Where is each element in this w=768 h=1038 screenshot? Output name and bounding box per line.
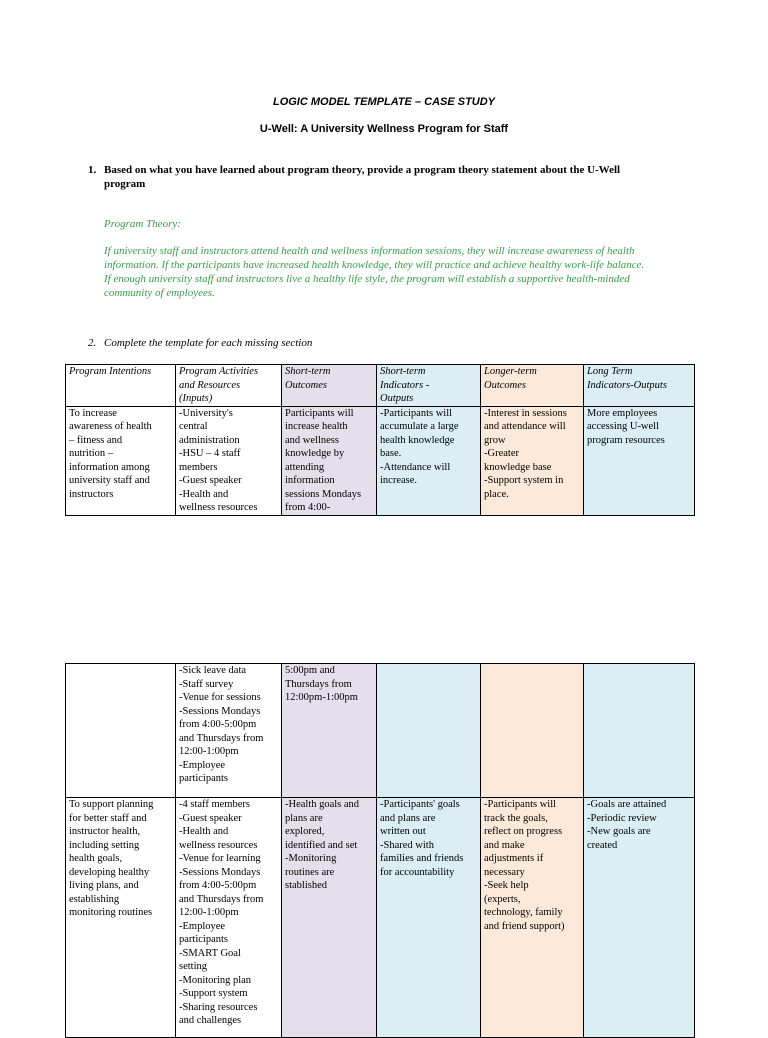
table-header-row	[66, 365, 695, 407]
cell-line: -Sessions Mondays	[179, 866, 261, 878]
cell-line: necessary	[484, 866, 525, 878]
cell-line: More employees	[587, 407, 658, 419]
table-cell	[66, 406, 176, 515]
document-subtitle: U-Well: A University Wellness Program for Staff	[259, 123, 509, 135]
cell-line: -Guest speaker	[179, 812, 242, 824]
table-cell	[481, 664, 584, 798]
cell-line: 5:00pm and	[285, 665, 335, 676]
cell-line: base.	[380, 448, 402, 459]
cell-line: -HSU – 4 staff	[179, 448, 241, 459]
cell-line: -Guest speaker	[179, 475, 242, 486]
table-row	[66, 406, 695, 515]
cell-line: Longer-term	[484, 366, 537, 377]
cell-line: -Health goals and	[285, 799, 360, 810]
cell-line: central	[179, 421, 208, 432]
cell-line: -Sessions Mondays	[179, 705, 261, 717]
cell-line: for accountability	[380, 866, 455, 878]
cell-line: Short-term	[285, 366, 331, 377]
cell-line: monitoring routines	[69, 907, 153, 918]
table-cell	[584, 406, 695, 515]
table-cell	[66, 798, 176, 1038]
cell-line: and make	[484, 839, 525, 851]
cell-line: -Attendance will	[380, 461, 451, 473]
cell-line: -Support system	[179, 988, 248, 999]
cell-line: created	[587, 839, 618, 851]
cell-line: information among	[69, 461, 150, 473]
cell-line: 12:00pm-1:00pm	[285, 692, 358, 703]
cell-line: place.	[484, 488, 509, 500]
question-1-text: Based on what you have learned about program theory, provide a program theory statement about the U-Well program	[104, 164, 621, 190]
cell-line: track the goals,	[484, 812, 548, 824]
cell-line: -Venue for learning	[179, 853, 261, 864]
cell-line: technology, family	[484, 907, 563, 918]
cell-line: instructor health,	[69, 826, 141, 837]
cell-line: and friend support)	[484, 920, 565, 932]
cell-line: attending	[285, 461, 325, 473]
cell-line: health knowledge	[380, 434, 455, 446]
cell-line: instructors	[69, 488, 114, 500]
cell-line: Outcomes	[484, 379, 526, 391]
cell-line: -Monitoring plan	[179, 974, 252, 986]
cell-line: -New goals are	[587, 826, 651, 837]
cell-line: and attendance will	[484, 421, 566, 432]
cell-line: adjustments if	[484, 853, 544, 864]
cell-line: accumulate a large	[380, 421, 459, 432]
logic-model-table-part-2	[65, 663, 695, 1038]
table-cell	[377, 798, 481, 1038]
cell-line: -Sharing resources	[179, 1001, 258, 1013]
cell-line: Participants will	[285, 407, 354, 419]
cell-line: Outcomes	[285, 379, 327, 391]
cell-line: and wellness	[285, 434, 339, 446]
cell-line: and Resources	[179, 379, 241, 391]
cell-line: families and friends	[380, 853, 464, 864]
cell-line: and Thursdays from	[179, 893, 264, 905]
cell-line: -Monitoring	[285, 853, 337, 864]
header-cell	[176, 365, 282, 407]
table-cell	[176, 664, 282, 798]
cell-line: -Periodic review	[587, 812, 657, 824]
cell-line: awareness of health	[69, 421, 152, 432]
cell-line: 12:00-1:00pm	[179, 907, 239, 918]
cell-line: Indicators -	[380, 379, 430, 391]
cell-line: from 4:00-	[285, 502, 331, 513]
cell-line: reflect on progress	[484, 826, 563, 837]
cell-line: members	[179, 461, 218, 473]
cell-line: -University's	[179, 407, 233, 419]
cell-line: stablished	[285, 880, 327, 891]
table-cell	[66, 664, 176, 798]
cell-line: -Employee	[179, 759, 226, 771]
cell-line: written out	[380, 826, 426, 837]
cell-line: 12:00-1:00pm	[179, 746, 239, 757]
header-cell	[66, 365, 176, 407]
cell-line: (experts,	[484, 893, 521, 905]
table-cell	[584, 664, 695, 798]
table-cell	[481, 406, 584, 515]
table-row	[66, 664, 695, 798]
table-cell	[282, 664, 377, 798]
cell-line: participants	[179, 773, 228, 784]
cell-line: participants	[179, 934, 228, 945]
cell-line: (Inputs)	[179, 393, 213, 404]
program-theory-text	[104, 244, 704, 300]
question-2-number: 2.	[88, 337, 97, 349]
cell-line: program resources	[587, 434, 665, 446]
cell-line: increase.	[380, 475, 418, 486]
header-cell	[282, 365, 377, 407]
cell-line: knowledge by	[285, 448, 345, 459]
table-cell	[377, 406, 481, 515]
cell-line: Short-term	[380, 366, 426, 377]
table-cell	[481, 798, 584, 1038]
header-cell	[584, 365, 695, 407]
cell-line: -Health and	[179, 488, 229, 500]
cell-line: -Employee	[179, 920, 226, 932]
cell-line: identified and set	[285, 839, 358, 851]
table-cell	[377, 664, 481, 798]
cell-line: and plans are	[380, 812, 436, 824]
cell-line: -Participants will	[484, 799, 557, 810]
cell-line: grow	[484, 434, 506, 446]
cell-line: To support planning	[69, 799, 154, 810]
program-theory-line: If university staff and instructors attend health and wellness information sessions, they will increase awareness of health	[104, 245, 635, 257]
cell-line: Long Term	[587, 366, 633, 377]
program-theory-line: community of employees.	[104, 287, 215, 299]
cell-line: -4 staff members	[179, 799, 250, 810]
table-cell	[282, 406, 377, 515]
cell-line: and Thursdays from	[179, 732, 264, 744]
cell-line: -Interest in sessions	[484, 407, 567, 419]
cell-line: -Goals are attained	[587, 799, 667, 810]
table-cell	[584, 798, 695, 1038]
cell-line: and challenges	[179, 1015, 242, 1026]
cell-line: Program Activities	[179, 366, 259, 377]
header-cell	[481, 365, 584, 407]
cell-line: including setting	[69, 839, 140, 851]
cell-line: wellness resources	[179, 502, 258, 513]
cell-line: -Health and	[179, 826, 229, 837]
cell-line: -Sick leave data	[179, 665, 247, 676]
logic-model-table-part-1	[65, 364, 695, 516]
cell-line: health goals,	[69, 853, 123, 864]
cell-line: -Participants will	[380, 407, 453, 419]
cell-line: wellness resources	[179, 839, 258, 851]
cell-line: -Participants' goals	[380, 799, 460, 810]
cell-line: knowledge base	[484, 461, 552, 473]
table-cell	[282, 798, 377, 1038]
cell-line: sessions Mondays	[285, 488, 362, 500]
cell-line: establishing	[69, 893, 120, 905]
cell-line: -SMART Goal	[179, 947, 241, 959]
program-theory-line: If enough university staff and instructors live a healthy life style, the program will establish a supportive health-minded	[104, 273, 630, 285]
cell-line: -Support system in	[484, 475, 564, 486]
cell-line: – fitness and	[69, 434, 123, 446]
cell-line: living plans, and	[69, 880, 139, 891]
cell-line: increase health	[285, 421, 348, 432]
cell-line: information	[285, 475, 335, 486]
cell-line: -Venue for sessions	[179, 692, 261, 703]
table-cell	[176, 406, 282, 515]
cell-line: -Staff survey	[179, 678, 234, 690]
cell-line: accessing U-well	[587, 421, 660, 432]
cell-line: To increase	[69, 407, 117, 419]
program-theory-label: Program Theory:	[104, 218, 181, 230]
cell-line: -Shared with	[380, 839, 434, 851]
cell-line: administration	[179, 434, 240, 446]
document-title: LOGIC MODEL TEMPLATE – CASE STUDY	[272, 96, 496, 108]
cell-line: for better staff and	[69, 812, 147, 824]
cell-line: Outputs	[380, 393, 414, 404]
cell-line: -Greater	[484, 448, 519, 459]
cell-line: from 4:00-5:00pm	[179, 880, 257, 891]
cell-line: plans are	[285, 812, 323, 824]
question-2-text: Complete the template for each missing section	[104, 337, 313, 349]
table-row	[66, 798, 695, 1038]
cell-line: Program Intentions	[69, 366, 152, 377]
header-cell	[377, 365, 481, 407]
program-theory-line: information. If the participants have increased health knowledge, they will practice and achieve healthy work-life balance.	[104, 259, 645, 271]
question-1-number: 1.	[88, 164, 97, 176]
cell-line: nutrition –	[69, 448, 114, 459]
cell-line: setting	[179, 961, 207, 972]
table-cell	[176, 798, 282, 1038]
cell-line: -Seek help	[484, 880, 529, 891]
cell-line: from 4:00-5:00pm	[179, 719, 257, 730]
cell-line: Thursdays from	[285, 678, 352, 690]
cell-line: Indicators-Outputs	[587, 379, 667, 391]
cell-line: university staff and	[69, 475, 150, 486]
cell-line: routines are	[285, 866, 335, 878]
cell-line: explored,	[285, 826, 325, 837]
cell-line: developing healthy	[69, 866, 150, 878]
